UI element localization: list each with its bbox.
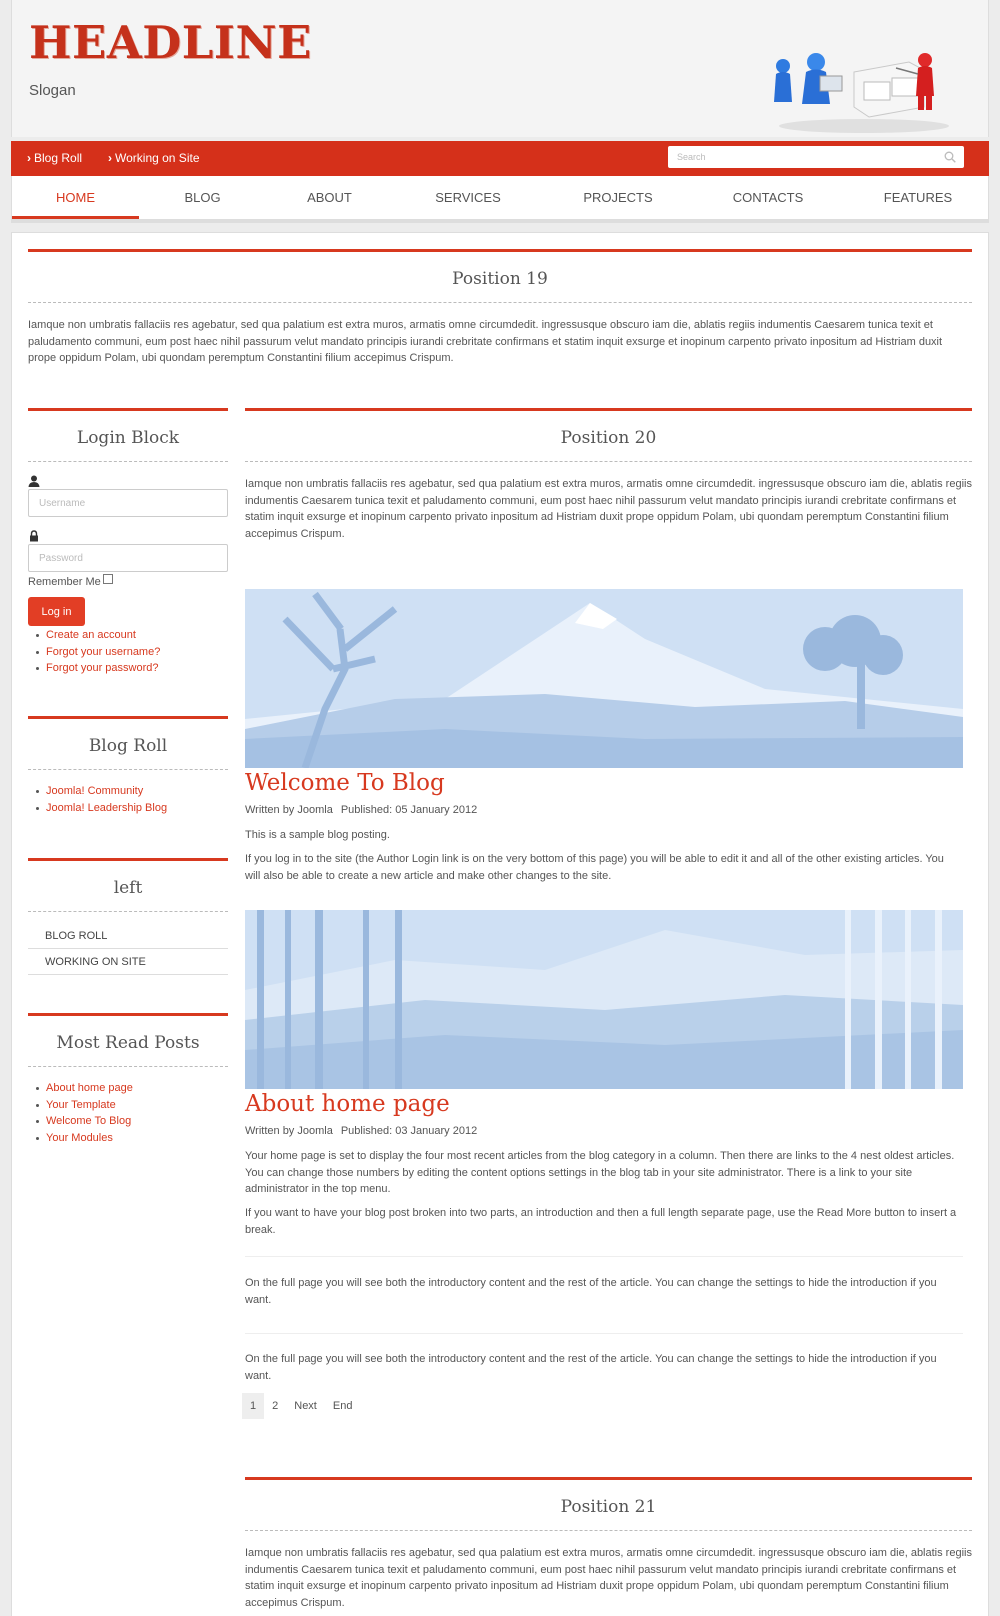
password-field[interactable] (28, 544, 228, 572)
article-author: Written by Joomla (245, 804, 333, 816)
nav-item-about[interactable]: ABOUT (307, 190, 352, 205)
module-title: Login Block (76, 428, 180, 448)
nav-item-contacts[interactable]: CONTACTS (732, 190, 804, 205)
toolbar-link-label: Blog Roll (34, 151, 83, 165)
last-page[interactable]: End (332, 1400, 353, 1412)
chevron-right-icon: › (27, 151, 31, 165)
position-19-module (28, 249, 972, 367)
chevron-right-icon: › (108, 151, 112, 165)
site-slogan: Slogan (29, 82, 76, 99)
nav-item-blog[interactable]: BLOG (184, 190, 221, 205)
article-paragraph: If you want to have your blog post broken into two parts, an introduction and then a full length separate page, use the Read More button to insert a break. (245, 1207, 957, 1236)
lock-icon (28, 530, 40, 542)
list-item[interactable]: Your Template (38, 1097, 228, 1114)
nav-item-services[interactable]: SERVICES (435, 190, 501, 205)
login-button[interactable]: Log in (28, 597, 85, 626)
blog-image-mountain (245, 589, 963, 768)
search-input[interactable] (668, 146, 928, 168)
article-paragraph: If you log in to the site (the Author Login link is on the very bottom of this page) you will be able to edit it and all of the other existing articles. You will also be able to create a new article and make other changes to the site. (245, 853, 944, 882)
dashed-separator (28, 911, 228, 912)
nav-item-projects[interactable]: PROJECTS (583, 190, 653, 205)
content-panel (11, 232, 989, 1616)
remember-me-row (28, 576, 228, 588)
left-menu-item-working-on-site[interactable]: WORKING ON SITE (28, 949, 228, 975)
login-links (28, 627, 228, 677)
next-page[interactable]: Next (294, 1400, 317, 1412)
pagination (242, 1393, 360, 1419)
site-header (11, 0, 989, 137)
dashed-separator (28, 302, 972, 303)
module-text: Iamque non umbratis fallaciis res agebatur, sed qua palatium est extra muros, armatis omne circumdedit. ingressusque obscuro iam die, ablatis regiis indumentis Caesarem tunica texit et paludamento communi, eum post haec nihil passurum velut mandato principis iurandi crebritate confirmans et statim inquit exsurge et inopinum carpento privato inpositum ad Histriam duxit prope oppidum Polam, ubi quondam peremptum Constantini filium accepimus Crispum. (245, 478, 972, 540)
list-item[interactable]: Your Modules (38, 1130, 228, 1147)
position-21-module (245, 1477, 972, 1611)
dashed-separator (28, 1066, 228, 1067)
blog-image-bamboo (245, 910, 963, 1089)
dashed-separator (245, 461, 972, 462)
nav-item-home[interactable]: HOME (12, 176, 139, 219)
module-title: Most Read Posts (56, 1033, 200, 1053)
dashed-separator (28, 769, 228, 770)
article-published: Published: 05 January 2012 (340, 804, 478, 816)
module-text: Iamque non umbratis fallaciis res agebatur, sed qua palatium est extra muros, armatis omne circumdedit. ingressusque obscuro iam die, ablatis regiis indumentis Caesarem tunica texit et paludamento communi, eum post haec nihil passurum velut mandato principis iurandi crebritate confirmans et statim inquit exsurge et inopinum carpento privato inpositum ad Histriam duxit prope oppidum Polam, ubi quondam peremptum Constantini filium accepimus Crispum. (28, 319, 943, 364)
article-meta (245, 1125, 477, 1137)
forgot-password-link[interactable]: Forgot your password? (38, 660, 228, 677)
article-paragraph: Your home page is set to display the four most recent articles from the blog category in a column. Then there are links to the 4 nest oldest articles. You can change those numbers by editing the content options settings in the blog tab in your site administrator. There is a link to your site administrator in the top menu. (245, 1150, 955, 1195)
create-account-link[interactable]: Create an account (38, 627, 228, 644)
article-meta (245, 804, 477, 816)
module-title: Position 20 (560, 428, 657, 448)
article-published: Published: 03 January 2012 (340, 1125, 478, 1137)
remember-me-label: Remember Me (28, 576, 101, 588)
most-read-links (28, 1080, 228, 1146)
module-title: Position 21 (560, 1497, 657, 1517)
page-2[interactable]: 2 (272, 1400, 279, 1412)
search-icon[interactable] (944, 151, 956, 163)
blog-roll-module (28, 716, 228, 816)
toolbar-link-working-on-site[interactable] (108, 151, 200, 165)
toolbar-link-blog-roll[interactable] (27, 151, 82, 165)
site-logo[interactable]: HEADLINE (29, 16, 312, 69)
left-menu-item-blog-roll[interactable]: BLOG ROLL (28, 923, 228, 949)
page-1[interactable]: 1 (242, 1393, 264, 1419)
left-menu-module (28, 858, 228, 975)
left-menu-list (28, 923, 228, 975)
dashed-separator (245, 1530, 972, 1531)
teamwork-illustration (774, 52, 954, 134)
login-module (28, 408, 228, 677)
article-title-about[interactable]: About home page (245, 1091, 450, 1117)
article-author: Written by Joomla (245, 1125, 333, 1137)
user-icon (28, 475, 40, 487)
remember-me-checkbox[interactable] (103, 574, 113, 584)
list-item[interactable]: Welcome To Blog (38, 1113, 228, 1130)
article-paragraph: On the full page you will see both the introductory content and the rest of the article. You can change the settings to hide the introduction if you want. (245, 1353, 937, 1382)
main-nav (11, 176, 989, 223)
blog-roll-links (28, 783, 228, 816)
module-title: Blog Roll (88, 736, 168, 756)
divider (245, 1256, 963, 1257)
article-paragraph: This is a sample blog posting. (245, 829, 390, 841)
toolbar-link-label: Working on Site (115, 151, 200, 165)
list-item[interactable]: Joomla! Leadership Blog (38, 800, 228, 817)
search-box (668, 146, 964, 168)
list-item[interactable]: About home page (38, 1080, 228, 1097)
module-title: Position 19 (452, 269, 548, 289)
divider (245, 1333, 963, 1334)
position-20-module (245, 408, 972, 542)
dashed-separator (28, 461, 228, 462)
username-field[interactable] (28, 489, 228, 517)
list-item[interactable]: Joomla! Community (38, 783, 228, 800)
module-text: Iamque non umbratis fallaciis res agebatur, sed qua palatium est extra muros, armatis omne circumdedit. ingressusque obscuro iam die, ablatis regiis indumentis Caesarem tunica texit et paludamento communi, eum post haec nihil passurum velut mandato principis iurandi crebritate confirmans et statim inquit exsurge et inopinum carpento privato inpositum ad Histriam duxit prope oppidum Polam, ubi quondam peremptum Constantini filium accepimus Crispum. (245, 1547, 972, 1609)
module-title: left (113, 878, 143, 898)
nav-item-features[interactable]: FEATURES (883, 190, 953, 205)
forgot-username-link[interactable]: Forgot your username? (38, 644, 228, 661)
most-read-module (28, 1013, 228, 1146)
top-toolbar (11, 141, 989, 176)
article-paragraph: On the full page you will see both the introductory content and the rest of the article. You can change the settings to hide the introduction if you want. (245, 1277, 937, 1306)
article-title-welcome[interactable]: Welcome To Blog (245, 770, 445, 796)
